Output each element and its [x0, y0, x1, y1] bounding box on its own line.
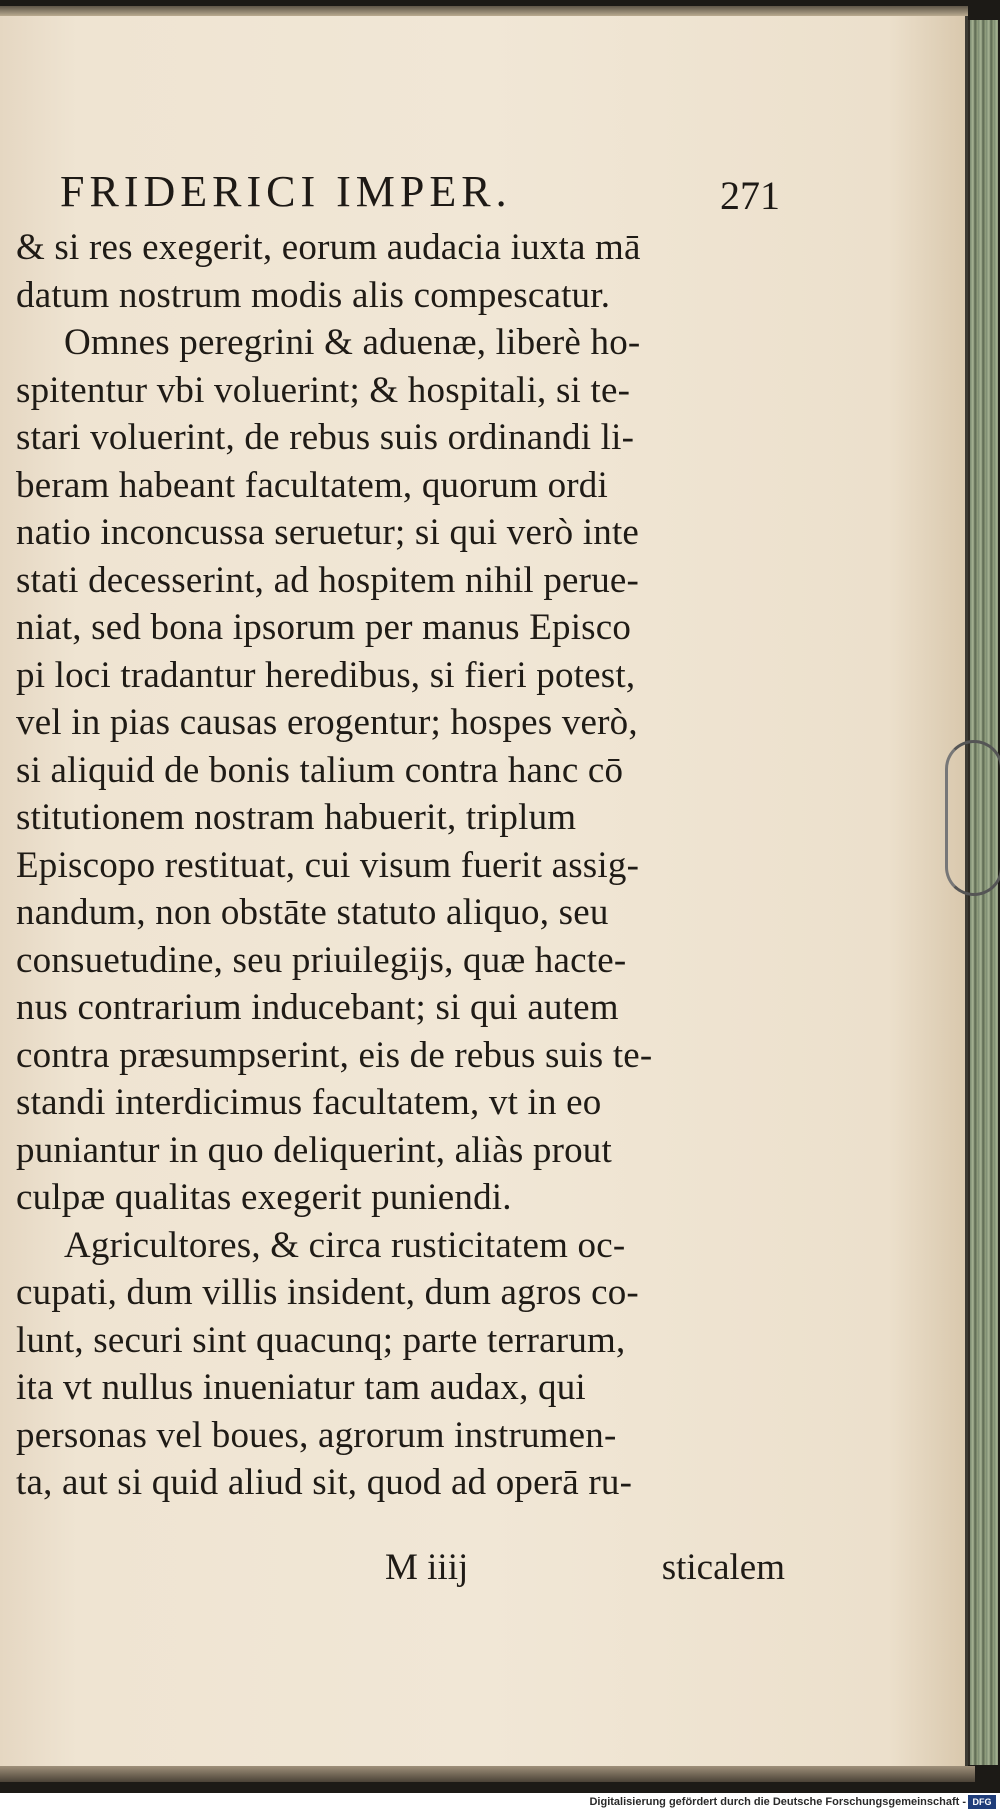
text-line: standi interdicimus facultatem, vt in eo — [16, 1082, 602, 1123]
page-header — [40, 166, 780, 226]
dfg-logo-icon: DFG — [968, 1795, 996, 1809]
page-bottom-edge — [0, 1766, 975, 1782]
signature-mark: M iiij — [385, 1547, 469, 1588]
text-line: niat, sed bona ipsorum per manus Episco — [16, 607, 632, 648]
text-line: nandum, non obstāte statuto aliquo, seu — [16, 892, 609, 933]
text-line: stari voluerint, de rebus suis ordinandi li- — [16, 417, 635, 458]
page-top-edge — [0, 6, 968, 16]
text-line: Agricultores, & circa rusticitatem oc- — [64, 1224, 626, 1266]
catchword: sticalem — [661, 1547, 785, 1588]
text-line: & si res exegerit, eorum audacia iuxta mā — [16, 227, 641, 268]
text-line: Omnes peregrini & aduenæ, liberè ho- — [64, 322, 641, 363]
text-line: vel in pias causas erogentur; hospes verò, — [16, 702, 638, 743]
text-line: stati decesserint, ad hospitem nihil perue- — [16, 559, 640, 601]
text-line: natio inconcussa seruetur; si qui verò inte — [16, 512, 640, 553]
text-line: lunt, securi sint quacunq; parte terrarum, — [16, 1319, 626, 1361]
bookmark-ribbon — [945, 740, 1000, 896]
funding-credit: Digitalisierung gefördert durch die Deutsche Forschungsgemeinschaft - — [589, 1796, 966, 1808]
text-line: nus contrarium inducebant; si qui autem — [16, 987, 619, 1028]
text-line: si aliquid de bonis talium contra hanc cō — [16, 749, 624, 791]
catchline — [385, 1546, 785, 1596]
book-page — [0, 6, 968, 1776]
running-head: FRIDERICI IMPER. — [60, 167, 512, 216]
text-line: ita vt nullus inueniatur tam audax, qui — [16, 1367, 586, 1408]
text-line: culpæ qualitas exegerit puniendi. — [16, 1177, 512, 1218]
body-text — [16, 224, 776, 1507]
text-line: stitutionem nostram habuerit, triplum — [16, 797, 577, 838]
text-line: Episcopo restituat, cui visum fuerit assig- — [16, 844, 640, 886]
text-line: puniantur in quo deliquerint, aliàs prout — [16, 1129, 612, 1171]
text-line: personas vel boues, agrorum instrumen- — [16, 1414, 617, 1456]
text-line: pi loci tradantur heredibus, si fieri potest, — [16, 654, 636, 696]
text-line: beram habeant facultatem, quorum ordi — [16, 464, 608, 506]
text-line: datum nostrum modis alis compescatur. — [16, 274, 611, 316]
text-line: contra præsumpserint, eis de rebus suis te- — [16, 1034, 653, 1076]
page-number: 271 — [720, 173, 780, 218]
text-line: ta, aut si quid aliud sit, quod ad operā ru- — [16, 1462, 633, 1503]
text-line: spitentur vbi voluerint; & hospitali, si te- — [16, 369, 631, 411]
text-line: cupati, dum villis insident, dum agros co- — [16, 1272, 639, 1313]
text-line: consuetudine, seu priuilegijs, quæ hacte- — [16, 939, 627, 981]
